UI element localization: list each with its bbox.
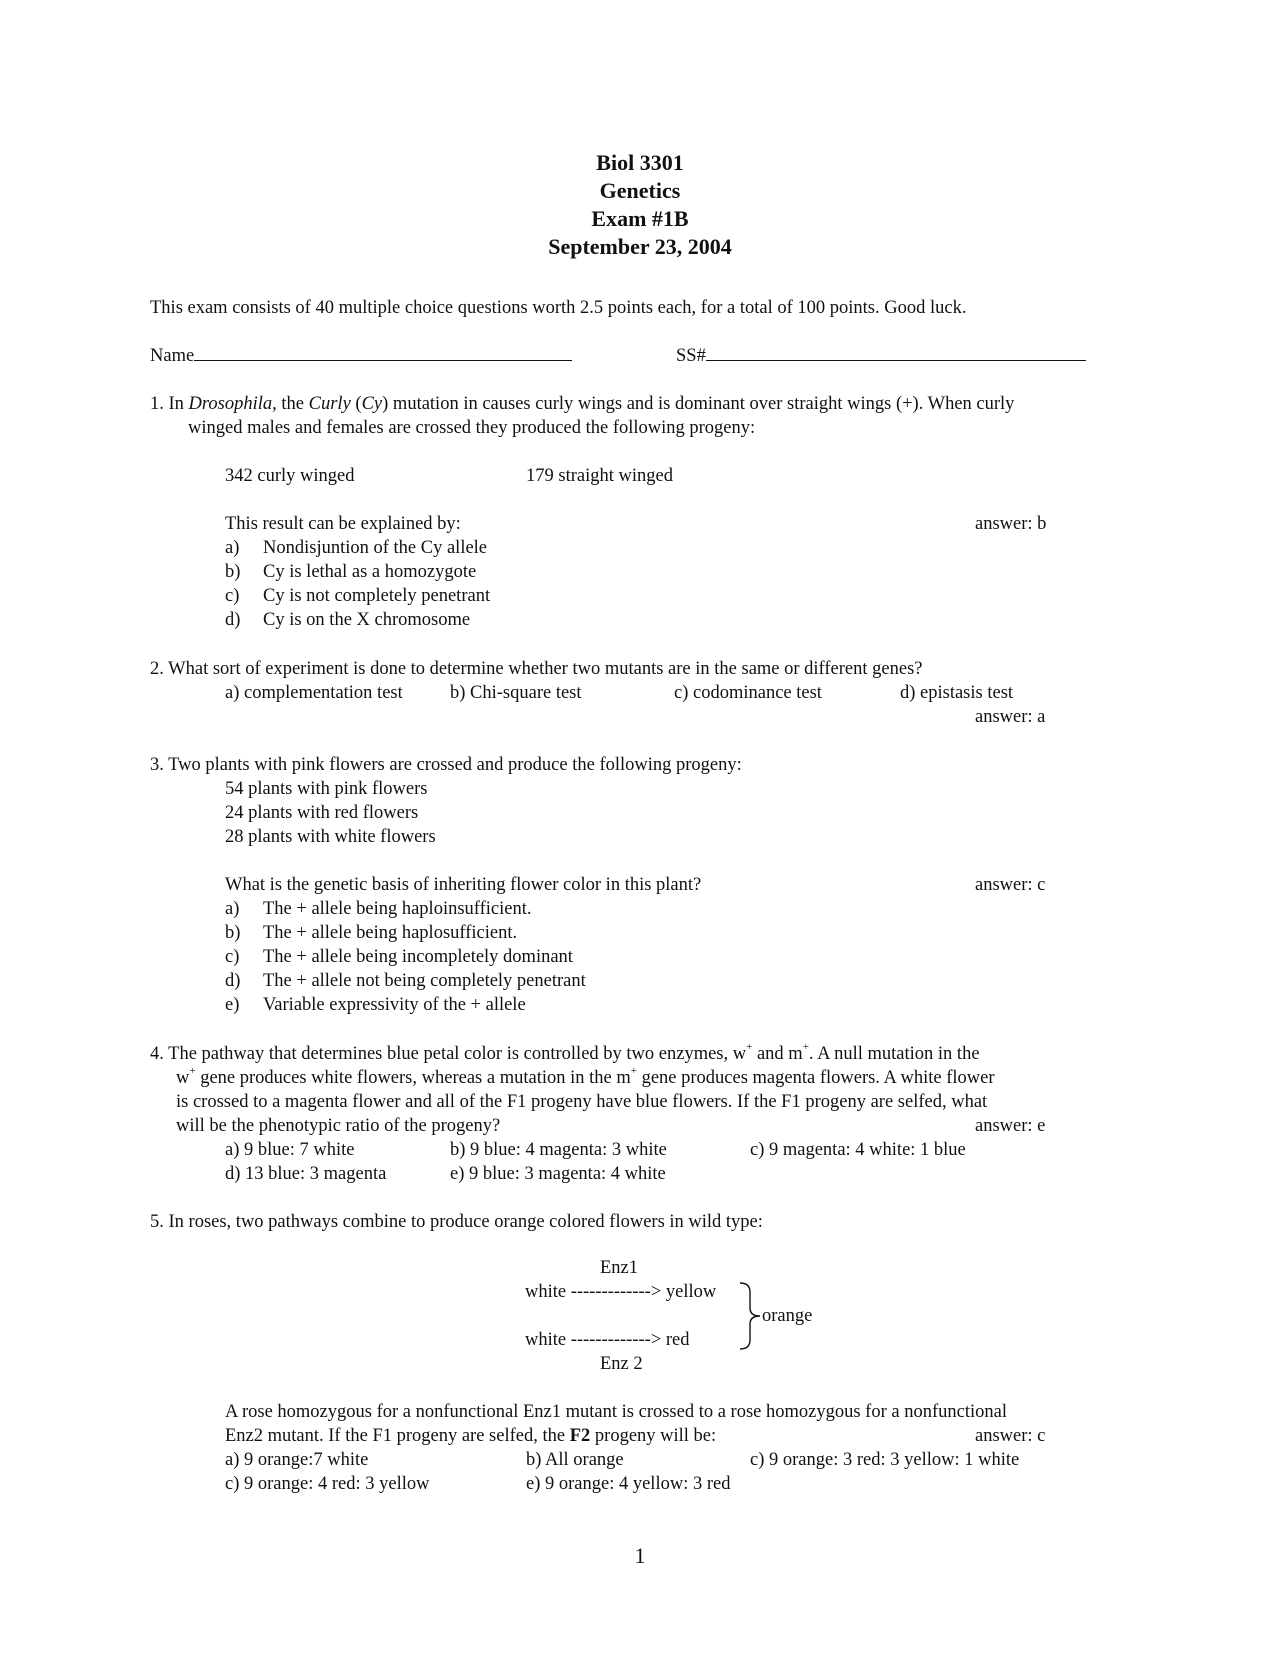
q3-answer: answer: c — [975, 875, 1046, 895]
q1-progeny-straight: 179 straight winged — [526, 466, 673, 486]
q4-option: a) 9 blue: 7 white — [225, 1140, 355, 1160]
q2-stem: 2. What sort of experiment is done to determine whether two mutants are in the same or different genes? — [150, 659, 923, 679]
q1-prompt: This result can be explained by: — [225, 514, 461, 534]
q2-option: b) Chi-square test — [450, 683, 582, 703]
diagram-row-red: white -------------> red — [525, 1330, 690, 1350]
q3-progeny: 54 plants with pink flowers — [225, 779, 428, 799]
q2-option: d) epistasis test — [900, 683, 1014, 703]
q4-option: d) 13 blue: 3 magenta — [225, 1164, 387, 1184]
q1-option: c) Cy is not completely penetrant — [225, 586, 491, 606]
q1-option: b) Cy is lethal as a homozygote — [225, 562, 477, 582]
q3-option: b) The + allele being haplosufficient. — [225, 923, 518, 943]
course-subject: Genetics — [599, 178, 681, 203]
q3-option: c) The + allele being incompletely dominant — [225, 947, 573, 967]
q5-option: c) 9 orange: 4 red: 3 yellow — [225, 1474, 430, 1494]
q4-stem-line2: w+ gene produces white flowers, whereas a mutation in the m+ gene produces magenta flowers. A white flower — [176, 1064, 995, 1088]
exam-date: September 23, 2004 — [548, 234, 732, 259]
q3-progeny: 24 plants with red flowers — [225, 803, 419, 823]
name-field[interactable] — [150, 344, 572, 368]
q1-progeny-curly: 342 curly winged — [225, 466, 355, 486]
q1-option: a) Nondisjuntion of the Cy allele — [225, 538, 488, 558]
ss-label: SS# — [676, 346, 706, 366]
page-number: 1 — [634, 1543, 646, 1568]
q2-answer: answer: a — [975, 707, 1046, 727]
q1-stem-line1: 1. In Drosophila, the Curly (Cy) mutation in causes curly wings and is dominant over straight wings (+). When curly — [150, 394, 1015, 414]
q2-option: c) codominance test — [674, 683, 822, 703]
q3-prompt: What is the genetic basis of inheriting flower color in this plant? — [225, 875, 702, 895]
q4-answer: answer: e — [975, 1116, 1046, 1136]
q5-option: a) 9 orange:7 white — [225, 1450, 369, 1470]
name-blank[interactable] — [194, 344, 572, 361]
diagram-enz2-label: Enz 2 — [600, 1354, 643, 1374]
exam-title: Exam #1B — [591, 206, 689, 231]
q1-option: d) Cy is on the X chromosome — [225, 610, 471, 630]
q3-option: e) Variable expressivity of the + allele — [225, 995, 526, 1015]
q5-body-line1: A rose homozygous for a nonfunctional Enz1 mutant is crossed to a rose homozygous for a nonfunctional — [225, 1402, 1007, 1422]
q3-option: a) The + allele being haploinsufficient. — [225, 899, 532, 919]
ss-field[interactable] — [676, 344, 1086, 368]
q3-option: d) The + allele not being completely penetrant — [225, 971, 586, 991]
q5-option: b) All orange — [526, 1450, 624, 1470]
diagram-orange-label: orange — [762, 1306, 813, 1326]
name-label: Name — [150, 346, 195, 366]
q4-option: b) 9 blue: 4 magenta: 3 white — [450, 1140, 667, 1160]
diagram-enz1-label: Enz1 — [600, 1258, 639, 1278]
q4-option: e) 9 blue: 3 magenta: 4 white — [450, 1164, 666, 1184]
q4-stem-line1: 4. The pathway that determines blue petal color is controlled by two enzymes, w+ and m+. A null mutation in the — [150, 1040, 980, 1064]
q3-stem: 3. Two plants with pink flowers are crossed and produce the following progeny: — [150, 755, 742, 775]
ss-blank[interactable] — [706, 344, 1086, 361]
diagram-row-yellow: white -------------> yellow — [525, 1282, 717, 1302]
exam-instructions: This exam consists of 40 multiple choice questions worth 2.5 points each, for a total of 100 points. Good luck. — [150, 298, 967, 318]
q1-answer: answer: b — [975, 514, 1047, 534]
q2-option: a) complementation test — [225, 683, 403, 703]
q3-progeny: 28 plants with white flowers — [225, 827, 436, 847]
q5-option: c) 9 orange: 3 red: 3 yellow: 1 white — [750, 1450, 1020, 1470]
q5-body-line2: Enz2 mutant. If the F1 progeny are selfed, the F2 progeny will be: — [225, 1426, 717, 1446]
q5-option: e) 9 orange: 4 yellow: 3 red — [526, 1474, 731, 1494]
course-code: Biol 3301 — [596, 150, 684, 175]
q5-answer: answer: c — [975, 1426, 1046, 1446]
q1-stem-line2: winged males and females are crossed they produced the following progeny: — [188, 418, 756, 438]
q4-option: c) 9 magenta: 4 white: 1 blue — [750, 1140, 966, 1160]
q4-stem-line3: is crossed to a magenta flower and all of the F1 progeny have blue flowers. If the F1 progeny are selfed, what — [176, 1092, 988, 1112]
q5-stem: 5. In roses, two pathways combine to produce orange colored flowers in wild type: — [150, 1212, 763, 1232]
q4-stem-line4: will be the phenotypic ratio of the progeny? — [176, 1116, 501, 1136]
